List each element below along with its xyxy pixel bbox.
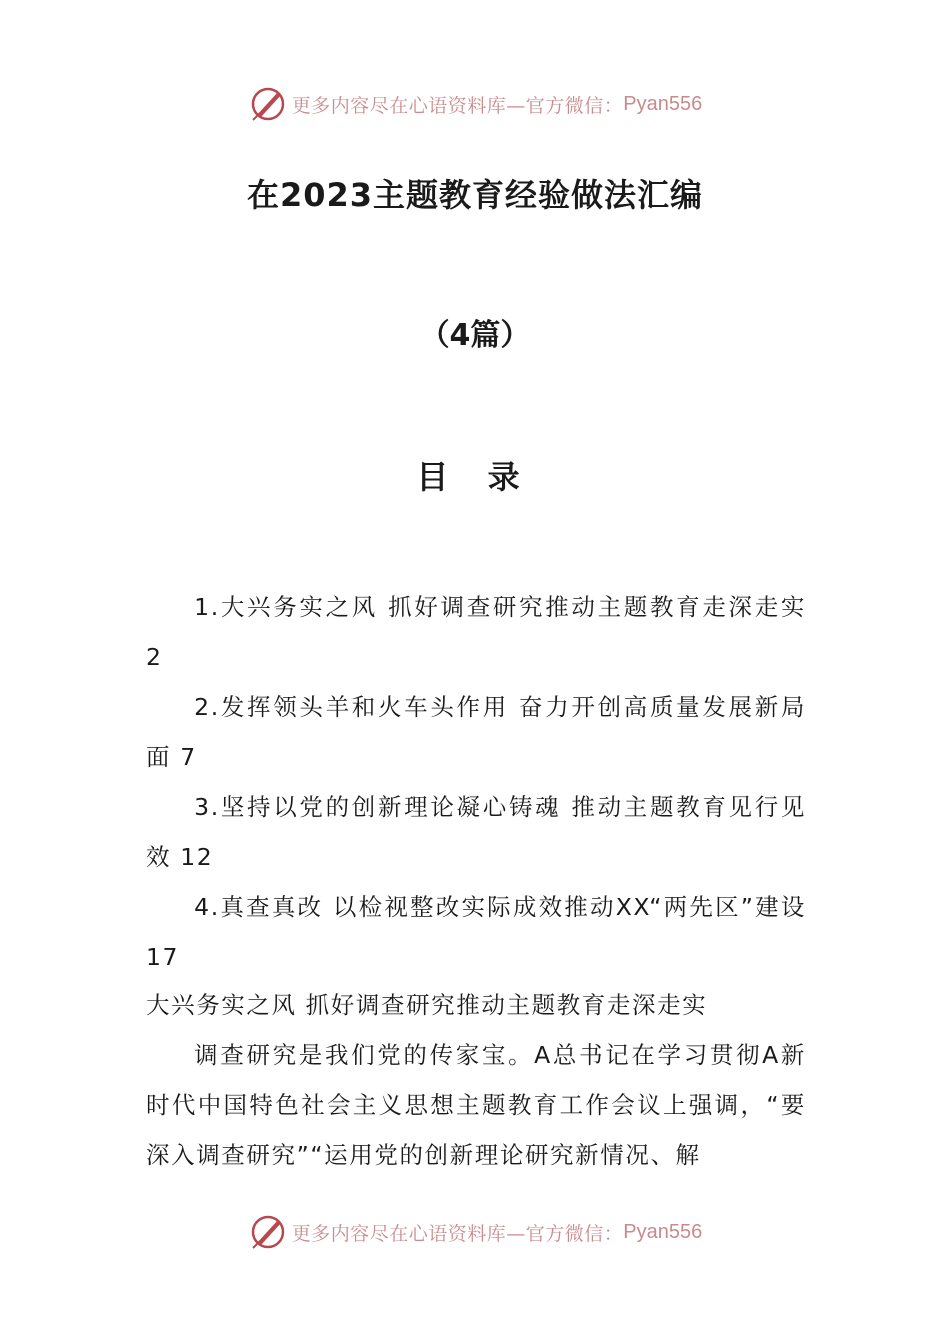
watermark-text: 更多内容尽在心语资料库—官方微信： <box>291 1222 624 1245</box>
toc-entry-page: 2 <box>146 643 163 671</box>
toc-entry-title: 2.发挥领头羊和火车头作用 奋力开创高质量发展新局面 <box>146 693 806 771</box>
top-watermark <box>0 82 950 126</box>
toc-entry[interactable] <box>146 582 806 682</box>
toc-entry[interactable] <box>146 682 806 782</box>
toc-heading: 目 录 <box>416 458 534 496</box>
watermark-text: 更多内容尽在心语资料库—官方微信： <box>291 94 624 117</box>
table-of-contents <box>146 582 806 982</box>
toc-entry-page: 7 <box>180 743 197 771</box>
watermark-wechat-id: Pyan556 <box>623 1220 703 1243</box>
document-count: （4篇） <box>419 318 531 353</box>
document-title: 在2023主题教育经验做法汇编 <box>246 176 704 214</box>
quill-pen-logo-icon <box>248 84 288 124</box>
section-title: 大兴务实之风 抓好调查研究推动主题教育走深走实 <box>146 991 708 1019</box>
body-text-block <box>146 1030 806 1180</box>
body-paragraph: 调查研究是我们党的传家宝。A总书记在学习贯彻A新时代中国特色社会主义思想主题教育工作会议上强调，“要深入调查研究”“运用党的创新理论研究新情况、解 <box>146 1041 806 1169</box>
toc-entry-title: 1.大兴务实之风 抓好调查研究推动主题教育走深走实 <box>194 593 806 621</box>
watermark-wechat-id: Pyan556 <box>623 92 703 115</box>
toc-entry-title: 4.真查真改 以检视整改实际成效推动XX“两先区”建设 <box>194 893 806 921</box>
toc-entry[interactable] <box>146 782 806 882</box>
toc-entry-title: 3.坚持以党的创新理论凝心铸魂 推动主题教育见行见效 <box>146 793 806 871</box>
bottom-watermark <box>0 1210 950 1254</box>
toc-entry-page: 12 <box>180 843 214 871</box>
toc-entry[interactable] <box>146 882 806 982</box>
toc-entry-page: 17 <box>146 943 180 971</box>
quill-pen-logo-icon <box>248 1212 288 1252</box>
